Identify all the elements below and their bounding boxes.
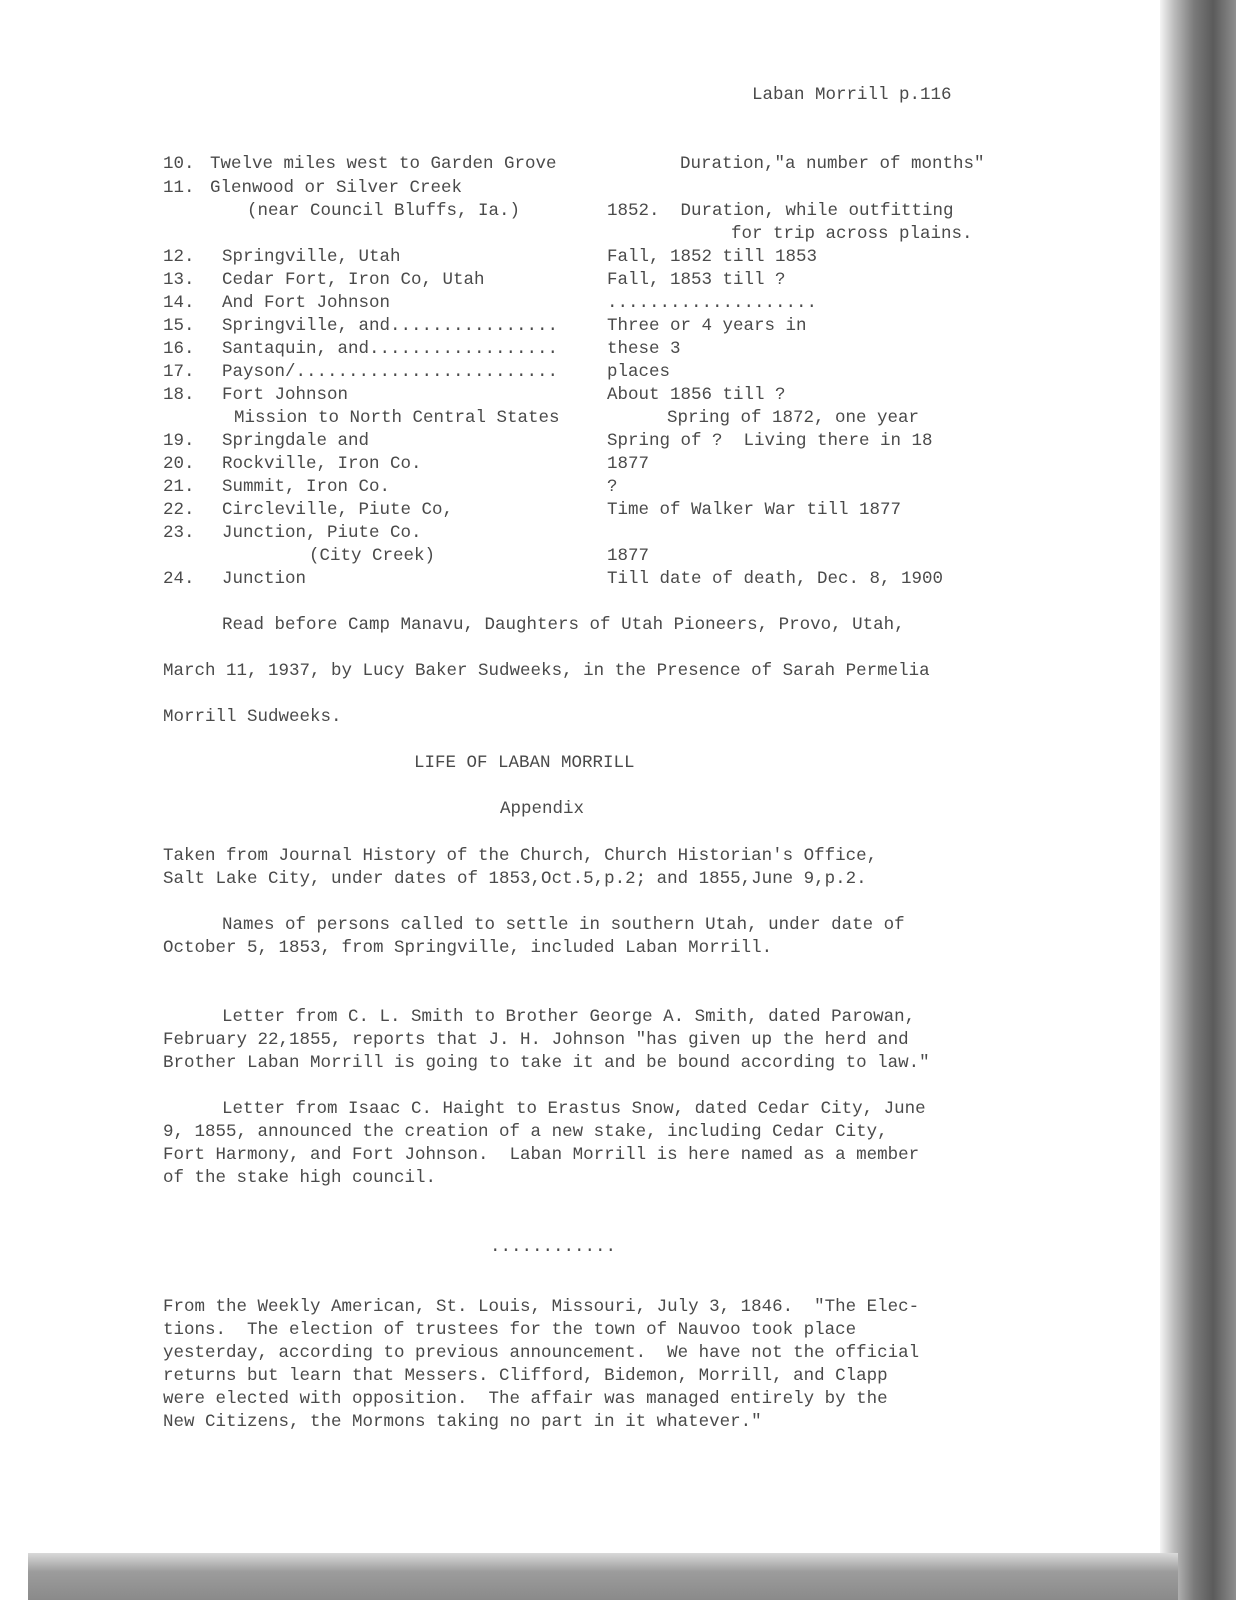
read-note-line: Read before Camp Manavu, Daughters of Utah Pioneers, Provo, Utah, [222,615,905,635]
entry-place: Springville, Utah [222,247,401,267]
entry-number: 12. [163,247,195,267]
entry-place: Springdale and [222,431,370,451]
paragraph-line: New Citizens, the Mormons taking no part in it whatever." [163,1412,762,1432]
paragraph-line: Brother Laban Morrill is going to take it and be bound according to law." [163,1053,930,1073]
entry-place: (near Council Bluffs, Ia.) [247,201,521,221]
entry-duration: Fall, 1852 till 1853 [607,247,818,267]
entry-duration: .................... [607,293,818,313]
entry-duration: About 1856 till ? [607,385,786,405]
entry-number: 11. [163,178,195,198]
read-note-line: March 11, 1937, by Lucy Baker Sudweeks, in the Presence of Sarah Permelia [163,661,930,681]
entry-place: Circleville, Piute Co, [222,500,454,520]
paragraph-line: Fort Harmony, and Fort Johnson. Laban Morrill is here named as a member [163,1145,920,1165]
entry-number: 23. [163,523,195,543]
entry-duration: Till date of death, Dec. 8, 1900 [607,569,944,589]
entry-number: 14. [163,293,195,313]
document-subtitle: Appendix [500,799,585,819]
entry-duration: for trip across plains. [731,224,973,244]
paragraph-line: tions. The election of trustees for the town of Nauvoo took place [163,1320,857,1340]
entry-place: (City Creek) [309,546,436,566]
entry-place: Santaquin, and.................. [222,339,559,359]
paragraph-line: Letter from C. L. Smith to Brother George A. Smith, dated Parowan, [222,1007,916,1027]
entry-number: 18. [163,385,195,405]
paragraph-line: yesterday, according to previous announcement. We have not the official [163,1343,920,1363]
entry-number: 16. [163,339,195,359]
entry-number: 24. [163,569,195,589]
document-title: LIFE OF LABAN MORRILL [414,753,635,773]
entry-place: Summit, Iron Co. [222,477,391,497]
entry-place: Rockville, Iron Co. [222,454,422,474]
entry-duration: 1877 [607,454,650,474]
entry-place: Mission to North Central States [234,408,560,428]
entry-duration: 1852. Duration, while outfitting [607,201,954,221]
entry-number: 17. [163,362,195,382]
entry-number: 22. [163,500,195,520]
entry-number: 10. [163,154,195,174]
entry-duration: Spring of 1872, one year [667,408,920,428]
entry-duration: Three or 4 years in [607,316,807,336]
entry-duration: Spring of ? Living there in 18 [607,431,933,451]
entry-place: Twelve miles west to Garden Grove [210,154,557,174]
entry-place: Springville, and................ [222,316,559,336]
entry-number: 13. [163,270,195,290]
paragraph-line: Names of persons called to settle in southern Utah, under date of [222,915,905,935]
paragraph-line: February 22,1855, reports that J. H. Johnson "has given up the herd and [163,1030,909,1050]
entry-place: Payson/......................... [222,362,559,382]
paragraph-line: 9, 1855, announced the creation of a new stake, including Cedar City, [163,1122,888,1142]
entry-duration: ? [607,477,618,497]
entry-place: Fort Johnson [222,385,349,405]
entry-place: And Fort Johnson [222,293,391,313]
entry-number: 21. [163,477,195,497]
paragraph-line: Letter from Isaac C. Haight to Erastus Snow, dated Cedar City, June [222,1099,926,1119]
paragraph-line: Taken from Journal History of the Church, Church Historian's Office, [163,846,878,866]
paragraph-line: were elected with opposition. The affair was managed entirely by the [163,1389,888,1409]
entry-duration: Duration,"a number of months" [680,154,985,174]
entry-place: Junction [222,569,307,589]
scan-edge-right [1160,0,1236,1600]
paragraph-line: From the Weekly American, St. Louis, Missouri, July 3, 1846. "The Elec- [163,1297,920,1317]
entry-place: Glenwood or Silver Creek [210,178,463,198]
paragraph-line: Salt Lake City, under dates of 1853,Oct.5,p.2; and 1855,June 9,p.2. [163,869,867,889]
entry-duration: Fall, 1853 till ? [607,270,786,290]
entry-number: 20. [163,454,195,474]
entry-duration: Time of Walker War till 1877 [607,500,902,520]
paragraph-line: October 5, 1853, from Springville, included Laban Morrill. [163,938,773,958]
paragraph-line: of the stake high council. [163,1168,437,1188]
entry-place: Cedar Fort, Iron Co, Utah [222,270,485,290]
scan-edge-bottom [28,1553,1178,1600]
entry-duration: 1877 [607,546,650,566]
paragraph-line: returns but learn that Messers. Clifford, Bidemon, Morrill, and Clapp [163,1366,888,1386]
entry-place: Junction, Piute Co. [222,523,422,543]
entry-number: 19. [163,431,195,451]
separator-dots: ............ [490,1237,617,1257]
entry-duration: places [607,362,671,382]
entry-number: 15. [163,316,195,336]
page-header: Laban Morrill p.116 [752,85,952,105]
entry-duration: these 3 [607,339,681,359]
read-note-line: Morrill Sudweeks. [163,707,342,727]
